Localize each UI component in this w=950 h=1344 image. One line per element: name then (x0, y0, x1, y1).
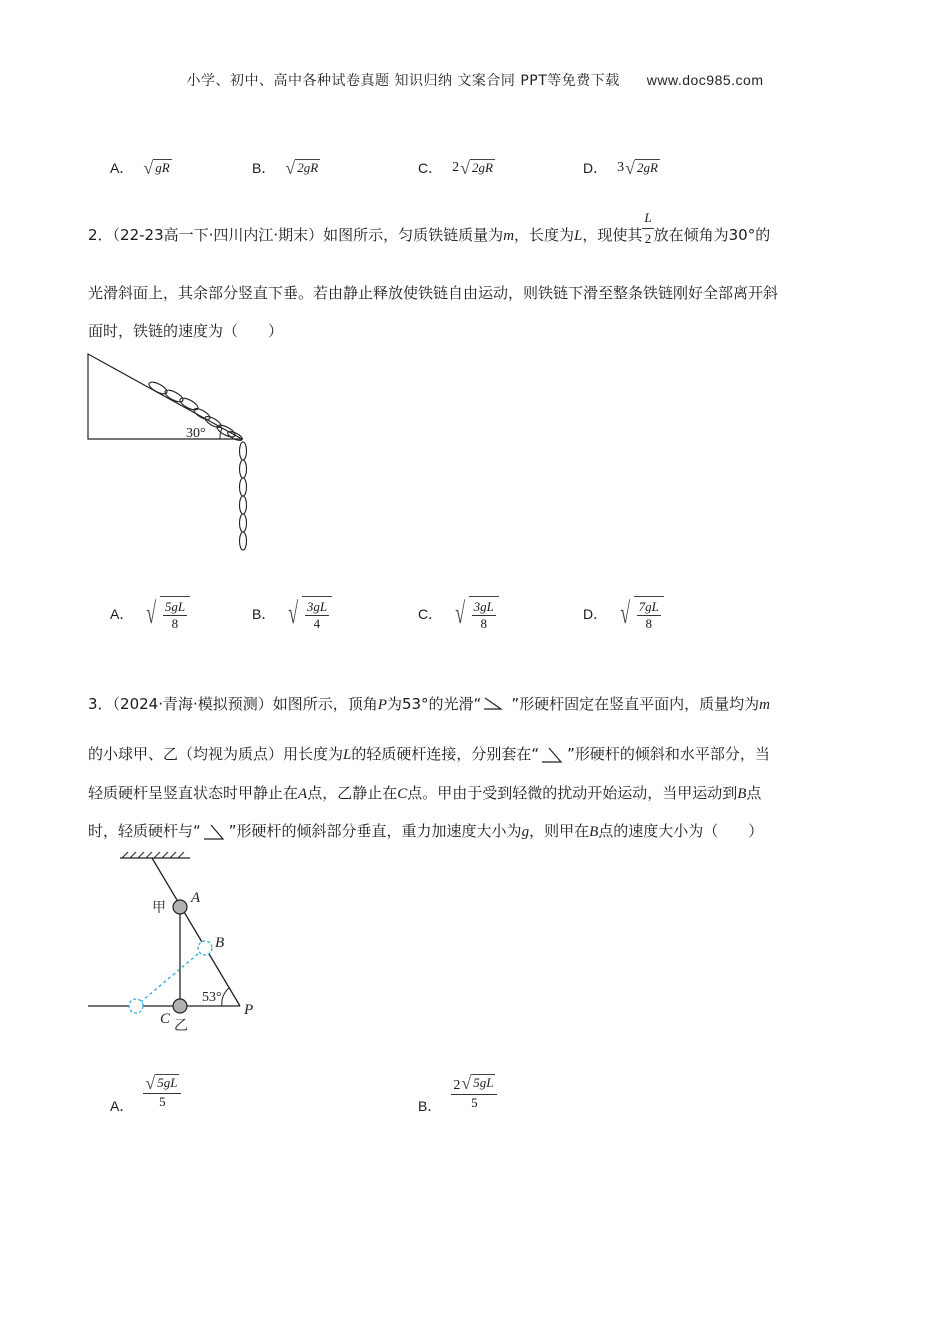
q2-option-c[interactable]: C． √ $\frac{3gL}{8}$ (418, 596, 499, 632)
light-rod-dashed (136, 948, 205, 1006)
q3-line-2: 的小球甲、乙（均视为质点）用长度为L的轻质硬杆连接，分别套在“ ”形硬杆的倾斜和水平部分，当 (88, 745, 770, 763)
v-shape-icon (481, 695, 511, 715)
ball-at-b (198, 941, 212, 955)
sqrt-expr: √ 2gR (460, 158, 493, 178)
sqrt-fraction: √ $\frac{3gL}{4}$ (285, 596, 332, 632)
sqrt-fraction: √ $\frac{7gL}{8}$ (617, 596, 664, 632)
label-yi: 乙 (174, 1018, 188, 1034)
q2-option-a[interactable]: A． √ $\frac{5gL}{8}$ (110, 596, 190, 632)
chain-hanging (240, 442, 247, 550)
q2-figure-incline-chain (82, 348, 282, 558)
incline-triangle (88, 354, 242, 439)
angle-label: 30° (186, 426, 206, 441)
inclined-rod (152, 858, 240, 1006)
q2-option-d[interactable]: D． √ $\frac{7gL}{8}$ (583, 596, 664, 632)
sqrt-expr: √ 2gR (625, 158, 658, 178)
ball-at-c-moved (129, 999, 143, 1013)
label-b: B (215, 935, 225, 951)
q3-line-3: 轻质硬杆呈竖直状态时甲静止在A点，乙静止在C点。甲由于受到轻微的扰动开始运动，当甲运动到B点 (88, 784, 762, 802)
header-text: 小学、初中、高中各种试卷真题 知识归纳 文案合同 PPT等免费下载 (186, 73, 620, 89)
q2-line-2: 光滑斜面上，其余部分竖直下垂。若由静止释放使铁链自由运动，则铁链下滑至整条铁链刚好全部离开斜 (88, 284, 779, 302)
q1-option-d[interactable]: D． 3 √ 2gR (583, 158, 658, 178)
label-jia: 甲 (152, 900, 166, 916)
q3-option-b[interactable]: B． 2 √ 5gL 5 (418, 1068, 497, 1116)
page-header (0, 70, 950, 90)
q1-option-c[interactable]: C． 2 √ 2gR (418, 158, 493, 178)
q3-figure-rod (82, 850, 282, 1040)
q2-line-3: 面时，铁链的速度为（ ） (88, 322, 284, 340)
ball-jia (173, 900, 187, 914)
q3-option-a[interactable]: A． √ 5gL 5 (110, 1068, 181, 1116)
q1-option-b[interactable]: B． √ 2gR (252, 158, 319, 178)
q3-line-4: 时，轻质硬杆与“ ”形硬杆的倾斜部分垂直，重力加速度大小为g，则甲在B点的速度大小为（ ） (88, 822, 764, 840)
fraction: √ 5gL 5 (143, 1074, 181, 1110)
v-shape-icon (539, 745, 567, 765)
q3-line-1: 3．（2024·青海·模拟预测）如图所示，顶角P为53°的光滑“ ”形硬杆固定在竖直平面内，质量均为m (88, 695, 770, 713)
header-site: www.doc985.com (646, 72, 764, 88)
fraction: 2 √ 5gL 5 (451, 1074, 497, 1111)
label-p: P (244, 1002, 254, 1018)
v-shape-icon (201, 822, 229, 842)
label-a: A (191, 890, 201, 906)
q1-option-a[interactable]: A． √ gR (110, 158, 170, 178)
angle-label: 53° (202, 990, 222, 1005)
label-c: C (160, 1011, 171, 1027)
q2-option-b[interactable]: B． √ $\frac{3gL}{4}$ (252, 596, 332, 632)
q2-line-1: 2．（22-23高一下·四川内江·期末）如图所示，匀质铁链质量为m，长度为L，现使其 $\frac{L}{2}$ 放在倾角为30°的 (88, 222, 868, 249)
sqrt-expr: √ 2gR (285, 158, 319, 178)
ceiling-hatch (122, 852, 184, 858)
fraction: $\frac{L}{2}$ (644, 210, 652, 246)
sqrt-expr: √ gR (143, 158, 170, 178)
angle-arc (222, 988, 229, 1006)
sqrt-fraction: √ $\frac{5gL}{8}$ (143, 596, 190, 632)
sqrt-fraction: √ $\frac{3gL}{8}$ (452, 596, 499, 632)
ball-yi (173, 999, 187, 1013)
